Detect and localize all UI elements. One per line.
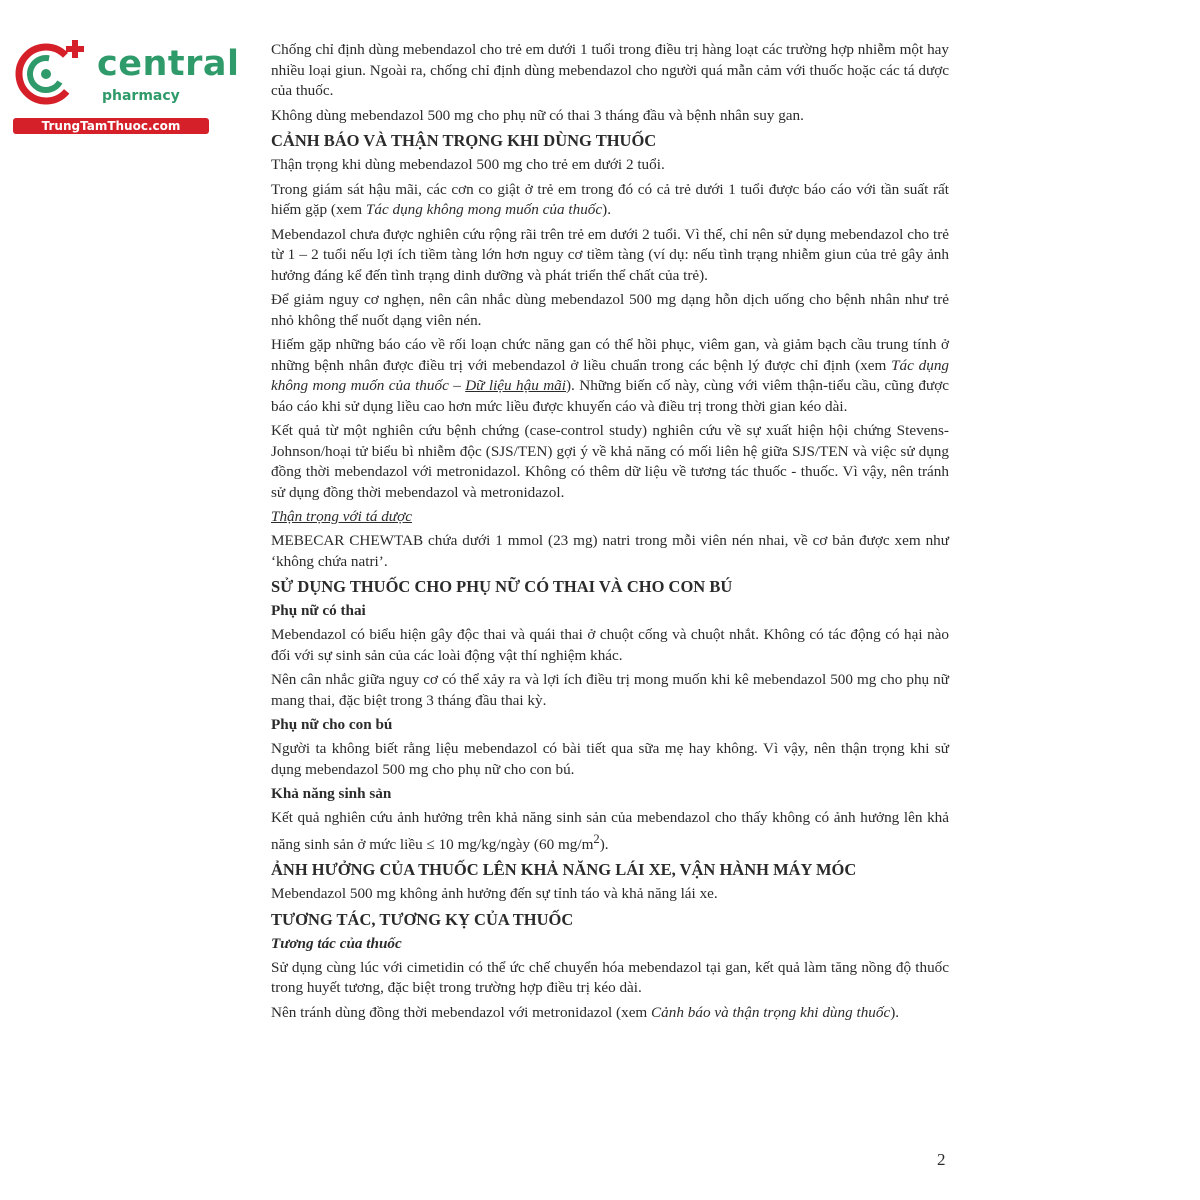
document-body — [271, 40, 949, 1027]
driving-paragraph: Mebendazol 500 mg không ảnh hưởng đến sự tỉnh táo và khả năng lái xe. — [271, 885, 718, 903]
pregnancy-paragraph: Mebendazol có biểu hiện gây độc thai và quái thai ở chuột cống và chuột nhắt. Không có tác động có hại nào đối với sự sinh sản của các loài động vật thí nghiệm khác. — [271, 626, 949, 664]
brand-name: central — [97, 44, 240, 84]
cross-reference-underlined: Dữ liệu hậu mãi — [465, 377, 566, 394]
warning-paragraph: Kết quả từ một nghiên cứu bệnh chứng (case-control study) nghiên cứu về sự xuất hiện hội chứng Stevens-Johnson/hoại tử biểu bì nhiễm độc (SJS/TEN) gợi ý về khả năng có mối liên hệ giữa SJS/TEN và việc sử dụng đồng thời mebendazol với metronidazol. Không có thêm dữ liệu về tương tác thuốc - thuốc. Vì vậy, nên tránh sử dụng đồng thời mebendazol và metronidazol. — [271, 422, 949, 501]
contraindication-paragraph: Không dùng mebendazol 500 mg cho phụ nữ có thai 3 tháng đầu và bệnh nhân suy gan. — [271, 106, 804, 124]
subheading-drug-interactions: Tương tác của thuốc — [271, 934, 402, 952]
subheading-pregnant-women: Phụ nữ có thai — [271, 602, 366, 619]
cross-reference: Cảnh báo và thận trọng khi dùng thuốc — [651, 1003, 891, 1021]
subheading-breastfeeding: Phụ nữ cho con bú — [271, 716, 393, 733]
warning-paragraph: Trong giám sát hậu mãi, các cơn co giật ở trẻ em trong đó có cả trẻ dưới 1 tuổi được báo cáo với tần suất rất hiếm gặp (xem Tác dụng không mong muốn của thuốc). — [271, 180, 949, 218]
fertility-paragraph: Kết quả nghiên cứu ảnh hưởng trên khả năng sinh sản của mebendazol cho thấy không có ảnh hưởng lên khả năng sinh sản ở mức liều ≤ 10 mg/kg/ngày (60 $mg/m^2$). — [271, 809, 949, 853]
cross-reference: Tác dụng không mong muốn của thuốc — [365, 201, 603, 218]
page-number: 2 — [937, 1150, 946, 1169]
section-heading-pregnancy: SỬ DỤNG THUỐC CHO PHỤ NỮ CÓ THAI VÀ CHO CON BÚ — [271, 577, 733, 596]
section-heading-driving: ẢNH HƯỞNG CỦA THUỐC LÊN KHẢ NĂNG LÁI XE, VẬN HÀNH MÁY MÓC — [271, 860, 857, 880]
brand-url: TrungTamThuoc.com — [13, 118, 209, 134]
pharmacy-cross-logo-icon — [12, 38, 92, 108]
cross-reference: Tác dụng không mong muốn của thuốc – — [271, 356, 950, 394]
excipient-paragraph: MEBECAR CHEWTAB chứa dưới 1 mmol (23 mg) natri trong mỗi viên nén nhai, về cơ bản được xem như ‘không chứa natri’. — [271, 532, 949, 570]
brand-subtitle: pharmacy — [102, 88, 180, 104]
section-heading-interactions: TƯƠNG TÁC, TƯƠNG KỴ CỦA THUỐC — [271, 909, 574, 929]
section-heading-warnings: CẢNH BÁO VÀ THẬN TRỌNG KHI DÙNG THUỐC — [271, 131, 657, 150]
contraindication-paragraph: Chống chỉ định dùng mebendazol cho trẻ em dưới 1 tuổi trong điều trị hàng loạt các trường hợp nhiễm một hay nhiều loại giun. Ngoài ra, chống chỉ định dùng mebendazol cho người quá mẫn cảm với thuốc hoặc các tá dược của thuốc. — [271, 41, 949, 99]
pregnancy-paragraph: Nên cân nhắc giữa nguy cơ có thể xảy ra và lợi ích điều trị mong muốn khi kê mebendazol 500 mg cho phụ nữ mang thai, đặc biệt trong 3 tháng đầu thai kỳ. — [271, 671, 949, 709]
brand-logo — [12, 38, 240, 138]
warning-paragraph: Thận trọng khi dùng mebendazol 500 mg cho trẻ em dưới 2 tuổi. — [271, 156, 665, 173]
warning-paragraph: Mebendazol chưa được nghiên cứu rộng rãi trên trẻ em dưới 2 tuổi. Vì thế, chỉ nên sử dụng mebendazol cho trẻ từ 1 – 2 tuổi nếu lợi ích tiềm tàng lớn hơn nguy cơ tiềm tàng (ví dụ: nếu tình trạng nhiễm giun của trẻ gây ảnh hưởng đáng kể đến tình trạng dinh dưỡng và phát triển thể chất của trẻ). — [271, 225, 949, 284]
warning-paragraph: Để giảm nguy cơ nghẹn, nên cân nhắc dùng mebendazol 500 mg dạng hỗn dịch uống cho bệnh nhân như trẻ nhỏ không thể nuốt dạng viên nén. — [271, 291, 949, 329]
interaction-paragraph: Sử dụng cùng lúc với cimetidin có thể ức chế chuyển hóa mebendazol tại gan, kết quả làm tăng nồng độ thuốc trong huyết tương, đặc biệt trong trường hợp điều trị kéo dài. — [271, 958, 949, 997]
subheading-fertility: Khả năng sinh sản — [271, 785, 392, 802]
interaction-paragraph: Nên tránh dùng đồng thời mebendazol với metronidazol (xem Cảnh báo và thận trọng khi dùng thuốc). — [271, 1003, 900, 1021]
warning-paragraph: Hiếm gặp những báo cáo về rối loạn chức năng gan có thể hồi phục, viêm gan, và giảm bạch cầu trung tính ở những bệnh nhân được điều trị với mebendazol ở liều chuẩn trong các bệnh lý được chỉ định (xem Tác dụng không mong muốn của thuốc – Dữ liệu hậu mãi). Những biến cố này, cùng với viêm thận-tiểu cầu, cũng được báo cáo khi sử dụng liều cao hơn mức liều được khuyến cáo và điều trị trong thời gian kéo dài. — [271, 336, 950, 415]
subheading-excipients: Thận trọng với tá dược — [271, 508, 412, 525]
breastfeeding-paragraph: Người ta không biết rằng liệu mebendazol có bài tiết qua sữa mẹ hay không. Vì vậy, nên thận trọng khi sử dụng mebendazol 500 mg cho phụ nữ cho con bú. — [271, 740, 949, 778]
